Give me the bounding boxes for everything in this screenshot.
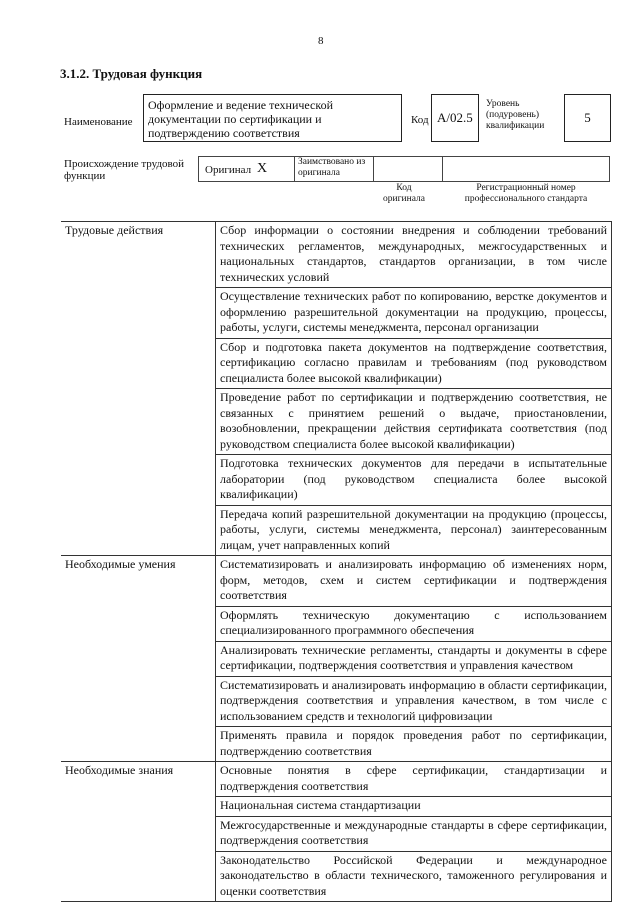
name-value: Оформление и ведение технической документации по сертификации и подтверждению соответствия: [148, 98, 334, 140]
list-item: Межгосударственные и международные стандарты в сфере сертификации, подтверждения соответствия: [216, 817, 611, 852]
list-item: Подготовка технических документов для передачи в испытательные лаборатории (под руководством специалиста более высокой квалификации): [216, 455, 611, 506]
section-label: Необходимые умения: [61, 556, 216, 762]
section-content: [216, 762, 612, 902]
list-item: Осуществление технических работ по копированию, верстке документов и оформлению разрешительной документации на продукцию, процессы, работы, услуги, системы менеджмента, персонал организации: [216, 288, 611, 339]
table-row: [61, 222, 612, 556]
list-item: Законодательство Российской Федерации и международное законодательство в области технического, таможенного регулирования и оценки соответствия: [220, 852, 607, 898]
list-item: Систематизировать и анализировать информацию в области сертификации, подтверждения соответствия и управления качеством, в том числе с использованием средств и технологий цифровизации: [216, 677, 611, 728]
name-label: Наименование: [64, 116, 133, 128]
list-item: Национальная система стандартизации: [216, 797, 611, 817]
page-number: 8: [318, 35, 324, 47]
table-row: [61, 556, 612, 762]
list-item: Применять правила и порядок проведения работ по сертификации, подтверждению соответствия: [220, 728, 607, 758]
list-item: Оформлять техническую документацию с использованием специализированного программного обеспечения: [216, 607, 611, 642]
level-value: 5: [584, 110, 591, 125]
origin-label: Происхождение трудовой функции: [64, 158, 185, 182]
level-label: Уровень (подуровень) квалификации: [486, 99, 545, 131]
list-item: Систематизировать и анализировать информацию об изменениях норм, форм, методов, схем и систем сертификации и подтверждения соответствия: [216, 556, 611, 607]
code-value: A/02.5: [437, 110, 473, 125]
section-content: [216, 222, 612, 556]
list-item: Анализировать технические регламенты, стандарты и документы в сфере сертификации, подтверждения соответствия и управления качеством: [216, 642, 611, 677]
requirements-table: [61, 221, 612, 902]
code-caption: Код оригинала: [383, 183, 425, 204]
borrowed-label: Заимствовано из оригинала: [298, 157, 366, 178]
table-row: [61, 762, 612, 902]
section-label: Необходимые знания: [61, 762, 216, 902]
list-item: Сбор информации о состоянии внедрения и соблюдении требований технических регламентов, международных, межгосударственных и национальных стандартов, стандартов организации, в том числе технических условий: [216, 222, 611, 288]
original-label: Оригинал: [205, 164, 252, 176]
reg-caption: Регистрационный номер профессионального стандарта: [464, 183, 588, 204]
code-value-box: [431, 94, 479, 142]
list-item: Проведение работ по сертификации и подтверждению соответствия, не связанных с принятием решений о выдаче, приостановлении, возобновлении, прекращении действия сертификата соответствия (под руководством специалиста более высокой квалификации): [216, 389, 611, 455]
section-label: Трудовые действия: [61, 222, 216, 556]
original-mark: X: [257, 161, 268, 176]
list-item: Основные понятия в сфере сертификации, стандартизации и подтверждения соответствия: [216, 762, 611, 797]
section-content: [216, 556, 612, 762]
name-value-box: [143, 94, 402, 142]
level-value-box: [564, 94, 611, 142]
code-label: Код: [411, 114, 429, 126]
list-item: Передача копий разрешительной документации на продукцию (процессы, работы, услуги, системы менеджмента, персонал) заинтересованным лицам, учет направленных копий: [220, 506, 607, 552]
list-item: Сбор и подготовка пакета документов на подтверждение соответствия, сертификацию согласно правилам и требованиям (под руководством специалиста более высокой квалификации): [216, 339, 611, 390]
section-title: 3.1.2. Трудовая функция: [60, 66, 203, 81]
